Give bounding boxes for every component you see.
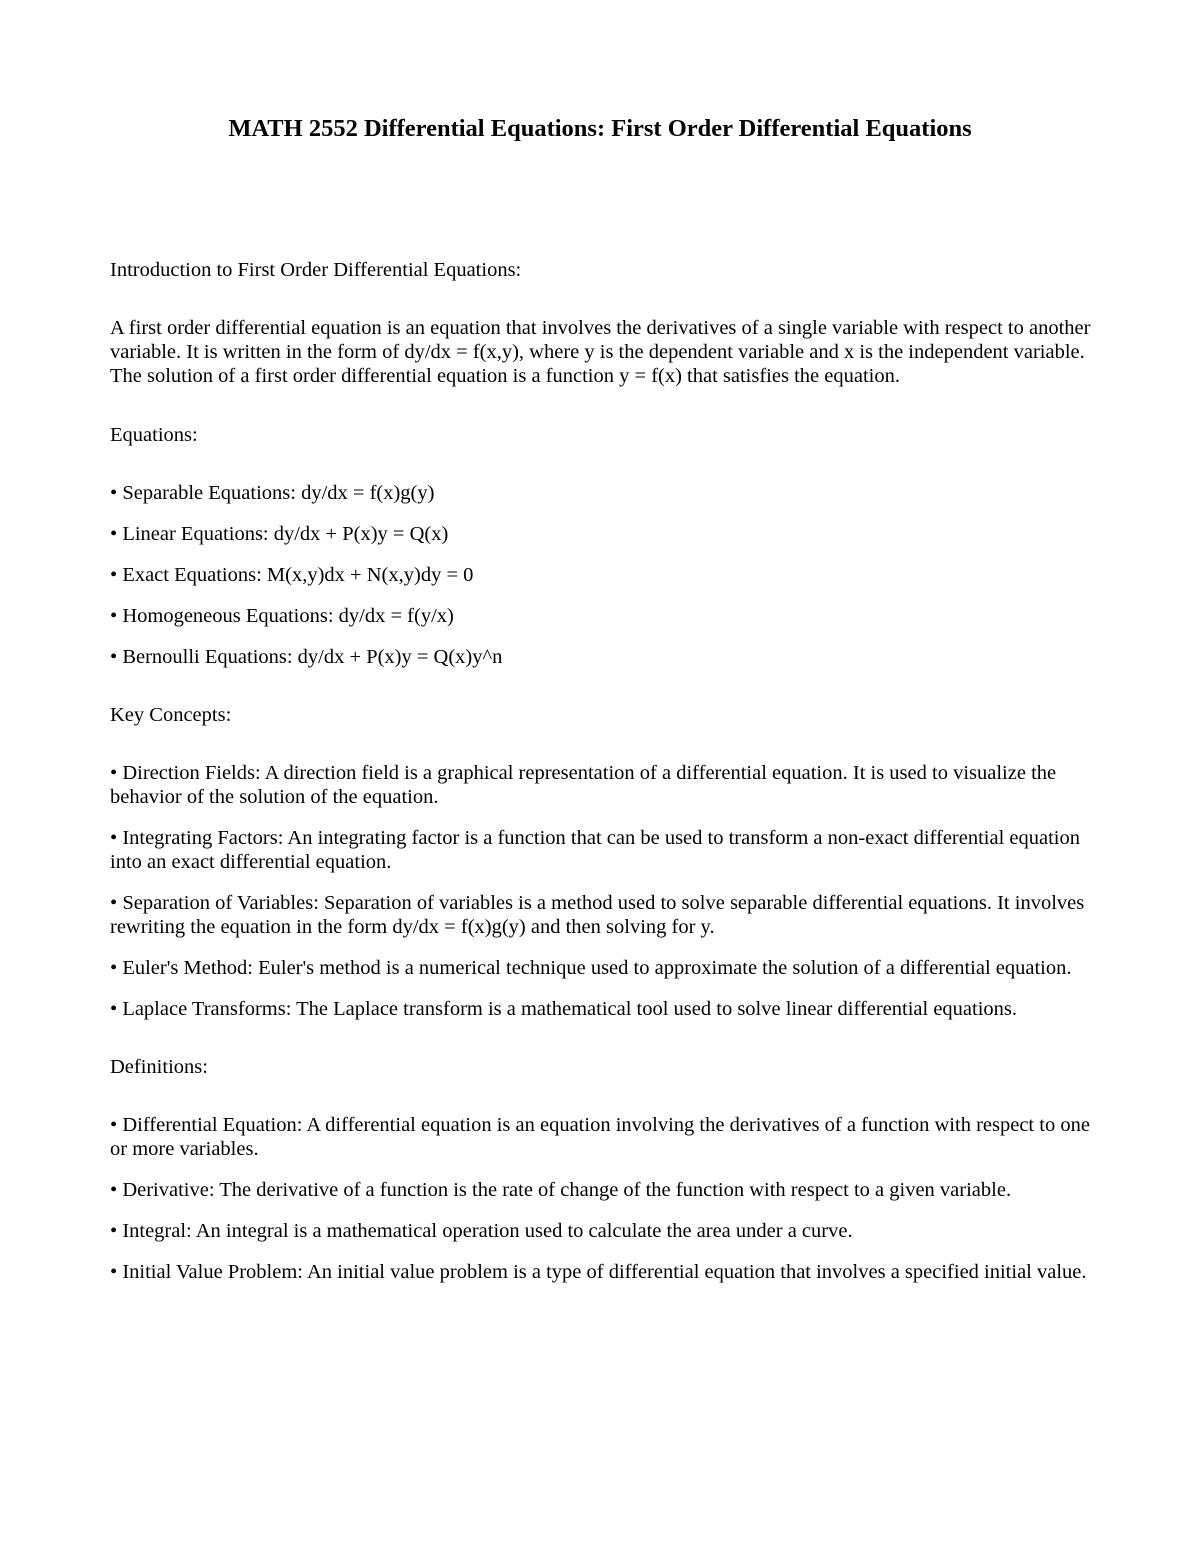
bullet-icon: • <box>110 646 118 668</box>
definition-differential-equation: Differential Equation: A differential equation is an equation involving the derivatives of a function with respect to one or more variables. <box>110 1114 1090 1160</box>
definitions-list <box>110 1113 1100 1284</box>
bullet-icon: • <box>110 605 118 627</box>
list-item <box>110 604 1100 628</box>
key-concepts-list <box>110 761 1100 1021</box>
list-item <box>110 826 1100 874</box>
intro-heading: Introduction to First Order Differential Equations: <box>110 259 522 281</box>
list-item <box>110 481 1100 505</box>
concept-integrating-factors: Integrating Factors: An integrating factor is a function that can be used to transform a non-exact differential equation into an exact differential equation. <box>110 827 1080 873</box>
equation-exact: Exact Equations: M(x,y)dx + N(x,y)dy = 0 <box>122 564 474 586</box>
concept-laplace-transforms: Laplace Transforms: The Laplace transform is a mathematical tool used to solve linear differential equations. <box>122 998 1018 1020</box>
bullet-icon: • <box>110 827 118 849</box>
list-item <box>110 761 1100 809</box>
list-item <box>110 1219 1100 1243</box>
list-item <box>110 522 1100 546</box>
document-title: MATH 2552 Differential Equations: First Order Differential Equations <box>228 115 972 142</box>
list-item <box>110 891 1100 939</box>
list-item <box>110 1113 1100 1161</box>
bullet-icon: • <box>110 1220 118 1242</box>
list-item <box>110 645 1100 669</box>
equation-linear: Linear Equations: dy/dx + P(x)y = Q(x) <box>122 523 449 545</box>
bullet-icon: • <box>110 523 118 545</box>
bullet-icon: • <box>110 998 118 1020</box>
list-item <box>110 997 1100 1021</box>
bullet-icon: • <box>110 1179 118 1201</box>
bullet-icon: • <box>110 1114 118 1136</box>
definition-integral: Integral: An integral is a mathematical operation used to calculate the area under a curve. <box>122 1220 853 1242</box>
bullet-icon: • <box>110 892 118 914</box>
equation-separable: Separable Equations: dy/dx = f(x)g(y) <box>122 482 435 504</box>
key-concepts-heading: Key Concepts: <box>110 704 232 726</box>
bullet-icon: • <box>110 957 118 979</box>
bullet-icon: • <box>110 1261 118 1283</box>
equations-list <box>110 481 1100 669</box>
list-item <box>110 563 1100 587</box>
equation-bernoulli: Bernoulli Equations: dy/dx + P(x)y = Q(x)y^n <box>122 646 503 668</box>
concept-direction-fields: Direction Fields: A direction field is a graphical representation of a differential equation. It is used to visualize the behavior of the solution of the equation. <box>110 762 1057 808</box>
document-body <box>110 258 1100 1318</box>
list-item <box>110 1260 1100 1284</box>
equation-homogeneous: Homogeneous Equations: dy/dx = f(y/x) <box>122 605 454 627</box>
concept-separation-of-variables: Separation of Variables: Separation of variables is a method used to solve separable differential equations. It involves rewriting the equation in the form dy/dx = f(x)g(y) and then solving for y. <box>110 892 1085 938</box>
definitions-heading: Definitions: <box>110 1056 208 1078</box>
list-item <box>110 1178 1100 1202</box>
equations-heading: Equations: <box>110 424 198 446</box>
definition-derivative: Derivative: The derivative of a function is the rate of change of the function with respect to a given variable. <box>122 1179 1012 1201</box>
concept-eulers-method: Euler's Method: Euler's method is a numerical technique used to approximate the solution of a differential equation. <box>122 957 1072 979</box>
intro-paragraph: A first order differential equation is an equation that involves the derivatives of a single variable with respect to another variable. It is written in the form of dy/dx = f(x,y), where y is the dependent variable and x is the independent variable. The solution of a first order differential equation is a function y = f(x) that satisfies the equation. <box>110 317 1091 387</box>
bullet-icon: • <box>110 762 118 784</box>
bullet-icon: • <box>110 564 118 586</box>
list-item <box>110 956 1100 980</box>
bullet-icon: • <box>110 482 118 504</box>
definition-initial-value-problem: Initial Value Problem: An initial value problem is a type of differential equation that involves a specified initial value. <box>122 1261 1087 1283</box>
